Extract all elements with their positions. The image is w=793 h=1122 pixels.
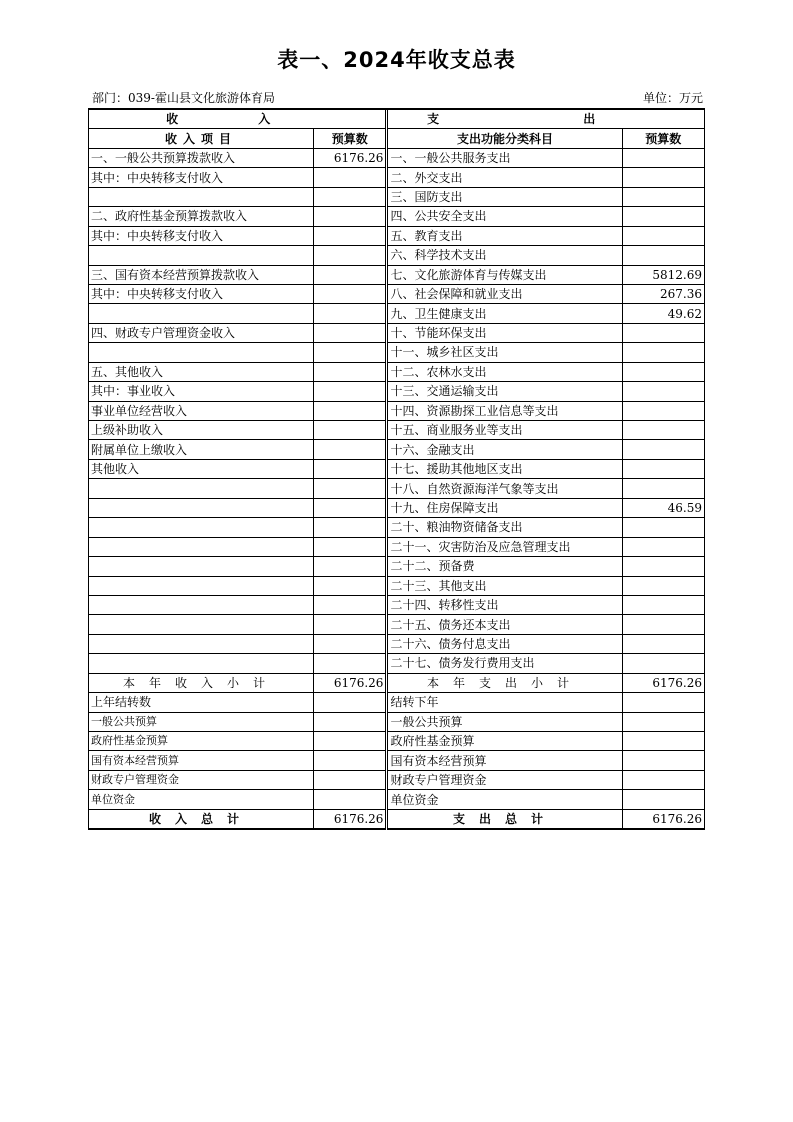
carry-in-item-value bbox=[314, 790, 386, 809]
table-row bbox=[89, 615, 705, 634]
expense-item-cell: 十三、交通运输支出 bbox=[388, 382, 622, 401]
expense-budget-cell bbox=[622, 382, 704, 401]
income-total-label: 收入总计 bbox=[89, 809, 314, 829]
table-row bbox=[89, 537, 705, 556]
carry-out-item-value bbox=[622, 712, 704, 731]
expense-budget-cell bbox=[622, 148, 704, 167]
income-item-cell bbox=[89, 557, 314, 576]
expense-item-cell: 十八、自然资源海洋气象等支出 bbox=[388, 479, 622, 498]
expense-item-header: 支出功能分类科目 bbox=[388, 129, 622, 148]
carry-item-row bbox=[89, 751, 705, 770]
carry-in-title: 上年结转数 bbox=[89, 693, 314, 712]
expense-budget-cell bbox=[622, 440, 704, 459]
income-budget-cell bbox=[314, 265, 386, 284]
total-row bbox=[89, 809, 705, 829]
expense-item-cell: 二十七、债务发行费用支出 bbox=[388, 654, 622, 673]
carry-in-item: 单位资金 bbox=[89, 790, 314, 809]
expense-item-cell: 十二、农林水支出 bbox=[388, 362, 622, 381]
expense-budget-cell: 5812.69 bbox=[622, 265, 704, 284]
expense-budget-cell bbox=[622, 207, 704, 226]
expense-budget-cell bbox=[622, 479, 704, 498]
carry-in-item: 财政专户管理资金 bbox=[89, 770, 314, 789]
income-budget-cell bbox=[314, 537, 386, 556]
carry-item-row bbox=[89, 770, 705, 789]
expense-item-cell: 十七、援助其他地区支出 bbox=[388, 459, 622, 478]
expense-item-cell: 二十五、债务还本支出 bbox=[388, 615, 622, 634]
carry-out-item-value bbox=[622, 770, 704, 789]
income-item-cell: 一、一般公共预算拨款收入 bbox=[89, 148, 314, 167]
income-total-value: 6176.26 bbox=[314, 809, 386, 829]
expense-subtotal-value: 6176.26 bbox=[622, 673, 704, 692]
carry-out-item: 政府性基金预算 bbox=[388, 732, 622, 751]
income-budget-header: 预算数 bbox=[314, 129, 386, 148]
carry-out-item: 一般公共预算 bbox=[388, 712, 622, 731]
income-item-header: 收入项目 bbox=[89, 129, 314, 148]
income-item-cell: 其中：事业收入 bbox=[89, 382, 314, 401]
carry-title-row bbox=[89, 693, 705, 712]
table-row bbox=[89, 479, 705, 498]
income-item-cell: 其中：中央转移支付收入 bbox=[89, 168, 314, 187]
income-item-cell: 五、其他收入 bbox=[89, 362, 314, 381]
table-row bbox=[89, 265, 705, 284]
table-row bbox=[89, 421, 705, 440]
income-budget-cell bbox=[314, 284, 386, 303]
income-budget-cell bbox=[314, 168, 386, 187]
table-row bbox=[89, 518, 705, 537]
expense-item-cell: 一、一般公共服务支出 bbox=[388, 148, 622, 167]
carry-in-item: 一般公共预算 bbox=[89, 712, 314, 731]
expense-item-cell: 十九、住房保障支出 bbox=[388, 498, 622, 517]
carry-in-item-value bbox=[314, 770, 386, 789]
income-budget-cell bbox=[314, 595, 386, 614]
income-budget-cell bbox=[314, 459, 386, 478]
expense-item-cell: 八、社会保障和就业支出 bbox=[388, 284, 622, 303]
table-row bbox=[89, 343, 705, 362]
table-row bbox=[89, 148, 705, 167]
income-item-cell bbox=[89, 615, 314, 634]
carry-in-item-value bbox=[314, 732, 386, 751]
carry-in-item: 政府性基金预算 bbox=[89, 732, 314, 751]
table-row bbox=[89, 576, 705, 595]
income-item-cell: 其中：中央转移支付收入 bbox=[89, 284, 314, 303]
expense-budget-cell bbox=[622, 226, 704, 245]
expense-item-cell: 十五、商业服务业等支出 bbox=[388, 421, 622, 440]
income-budget-cell bbox=[314, 246, 386, 265]
income-budget-cell bbox=[314, 654, 386, 673]
expense-item-cell: 六、科学技术支出 bbox=[388, 246, 622, 265]
table-row bbox=[89, 362, 705, 381]
expense-budget-cell bbox=[622, 557, 704, 576]
page-title: 表一、2024年收支总表 bbox=[277, 48, 516, 72]
expense-item-cell: 九、卫生健康支出 bbox=[388, 304, 622, 323]
income-item-cell bbox=[89, 479, 314, 498]
income-subtotal-label: 本年收入小计 bbox=[89, 673, 314, 692]
income-item-cell bbox=[89, 498, 314, 517]
expense-budget-header: 预算数 bbox=[622, 129, 704, 148]
income-budget-cell bbox=[314, 634, 386, 653]
income-item-cell bbox=[89, 187, 314, 206]
expense-budget-cell bbox=[622, 343, 704, 362]
income-budget-cell bbox=[314, 498, 386, 517]
expense-budget-cell bbox=[622, 401, 704, 420]
income-item-cell bbox=[89, 595, 314, 614]
income-item-cell: 附属单位上缴收入 bbox=[89, 440, 314, 459]
carry-item-row bbox=[89, 790, 705, 809]
income-item-cell bbox=[89, 654, 314, 673]
income-item-cell: 三、国有资本经营预算拨款收入 bbox=[89, 265, 314, 284]
expense-item-cell: 五、教育支出 bbox=[388, 226, 622, 245]
expense-budget-cell bbox=[622, 595, 704, 614]
carry-in-value bbox=[314, 693, 386, 712]
table-row bbox=[89, 440, 705, 459]
income-item-cell: 其他收入 bbox=[89, 459, 314, 478]
income-budget-cell bbox=[314, 557, 386, 576]
table-row bbox=[89, 557, 705, 576]
income-item-cell bbox=[89, 304, 314, 323]
income-budget-cell bbox=[314, 576, 386, 595]
income-item-cell bbox=[89, 576, 314, 595]
expense-budget-cell bbox=[622, 634, 704, 653]
income-budget-cell bbox=[314, 304, 386, 323]
table-row bbox=[89, 304, 705, 323]
table-row bbox=[89, 459, 705, 478]
expense-budget-cell bbox=[622, 537, 704, 556]
expense-total-value: 6176.26 bbox=[622, 809, 704, 829]
carry-out-item-value bbox=[622, 751, 704, 770]
expense-item-cell: 二十三、其他支出 bbox=[388, 576, 622, 595]
expense-item-cell: 四、公共安全支出 bbox=[388, 207, 622, 226]
table-row bbox=[89, 654, 705, 673]
income-item-cell bbox=[89, 518, 314, 537]
expense-item-cell: 二、外交支出 bbox=[388, 168, 622, 187]
table-row bbox=[89, 284, 705, 303]
carry-out-item-value bbox=[622, 732, 704, 751]
table-row bbox=[89, 498, 705, 517]
budget-summary-table bbox=[88, 108, 705, 830]
income-item-cell bbox=[89, 537, 314, 556]
expense-budget-cell: 267.36 bbox=[622, 284, 704, 303]
expense-item-cell: 三、国防支出 bbox=[388, 187, 622, 206]
carry-out-item: 单位资金 bbox=[388, 790, 622, 809]
expense-budget-cell bbox=[622, 323, 704, 342]
income-budget-cell bbox=[314, 518, 386, 537]
expense-subtotal-label: 本年支出小计 bbox=[388, 673, 622, 692]
table-row bbox=[89, 323, 705, 342]
income-header: 收 入 bbox=[89, 109, 386, 129]
expense-budget-cell bbox=[622, 421, 704, 440]
carry-out-item: 国有资本经营预算 bbox=[388, 751, 622, 770]
expense-item-cell: 十、节能环保支出 bbox=[388, 323, 622, 342]
income-budget-cell bbox=[314, 207, 386, 226]
carry-in-item: 国有资本经营预算 bbox=[89, 751, 314, 770]
expense-item-cell: 十一、城乡社区支出 bbox=[388, 343, 622, 362]
income-item-cell: 二、政府性基金预算拨款收入 bbox=[89, 207, 314, 226]
expense-budget-cell: 46.59 bbox=[622, 498, 704, 517]
expense-item-cell: 二十、粮油物资储备支出 bbox=[388, 518, 622, 537]
income-item-cell: 四、财政专户管理资金收入 bbox=[89, 323, 314, 342]
table-row bbox=[89, 382, 705, 401]
expense-item-cell: 二十二、预备费 bbox=[388, 557, 622, 576]
income-item-cell: 事业单位经营收入 bbox=[89, 401, 314, 420]
expense-total-label: 支出总计 bbox=[388, 809, 622, 829]
income-budget-cell bbox=[314, 362, 386, 381]
expense-budget-cell bbox=[622, 654, 704, 673]
income-budget-cell bbox=[314, 421, 386, 440]
expense-item-cell: 二十六、债务付息支出 bbox=[388, 634, 622, 653]
income-budget-cell bbox=[314, 401, 386, 420]
income-budget-cell bbox=[314, 323, 386, 342]
table-row bbox=[89, 401, 705, 420]
expense-budget-cell bbox=[622, 518, 704, 537]
income-budget-cell bbox=[314, 479, 386, 498]
carry-out-item-value bbox=[622, 790, 704, 809]
income-item-cell bbox=[89, 343, 314, 362]
income-subtotal-value: 6176.26 bbox=[314, 673, 386, 692]
income-budget-cell bbox=[314, 187, 386, 206]
table-row bbox=[89, 226, 705, 245]
expense-header: 支 出 bbox=[388, 109, 705, 129]
income-budget-cell bbox=[314, 615, 386, 634]
expense-budget-cell bbox=[622, 459, 704, 478]
income-budget-cell bbox=[314, 382, 386, 401]
expense-item-cell: 十四、资源勘探工业信息等支出 bbox=[388, 401, 622, 420]
income-item-cell bbox=[89, 634, 314, 653]
income-budget-cell bbox=[314, 440, 386, 459]
income-item-cell: 上级补助收入 bbox=[89, 421, 314, 440]
unit-label: 单位：万元 bbox=[642, 91, 703, 105]
table-row bbox=[89, 595, 705, 614]
expense-budget-cell bbox=[622, 576, 704, 595]
department-label: 部门：039-霍山县文化旅游体育局 bbox=[92, 91, 275, 105]
income-budget-cell bbox=[314, 226, 386, 245]
carry-in-item-value bbox=[314, 712, 386, 731]
table-row bbox=[89, 246, 705, 265]
subtotal-row bbox=[89, 673, 705, 692]
expense-budget-cell: 49.62 bbox=[622, 304, 704, 323]
carry-out-title: 结转下年 bbox=[388, 693, 622, 712]
expense-item-cell: 十六、金融支出 bbox=[388, 440, 622, 459]
expense-item-cell: 二十四、转移性支出 bbox=[388, 595, 622, 614]
header-row-1 bbox=[89, 109, 705, 129]
expense-budget-cell bbox=[622, 615, 704, 634]
carry-out-item: 财政专户管理资金 bbox=[388, 770, 622, 789]
header-row-2 bbox=[89, 129, 705, 148]
expense-budget-cell bbox=[622, 187, 704, 206]
carry-item-row bbox=[89, 712, 705, 731]
expense-budget-cell bbox=[622, 246, 704, 265]
expense-budget-cell bbox=[622, 362, 704, 381]
carry-item-row bbox=[89, 732, 705, 751]
income-budget-cell: 6176.26 bbox=[314, 148, 386, 167]
carry-out-value bbox=[622, 693, 704, 712]
income-item-cell bbox=[89, 246, 314, 265]
table-row bbox=[89, 207, 705, 226]
expense-budget-cell bbox=[622, 168, 704, 187]
table-row bbox=[89, 187, 705, 206]
carry-in-item-value bbox=[314, 751, 386, 770]
income-budget-cell bbox=[314, 343, 386, 362]
expense-item-cell: 七、文化旅游体育与传媒支出 bbox=[388, 265, 622, 284]
expense-item-cell: 二十一、灾害防治及应急管理支出 bbox=[388, 537, 622, 556]
table-row bbox=[89, 634, 705, 653]
table-row bbox=[89, 168, 705, 187]
income-item-cell: 其中：中央转移支付收入 bbox=[89, 226, 314, 245]
